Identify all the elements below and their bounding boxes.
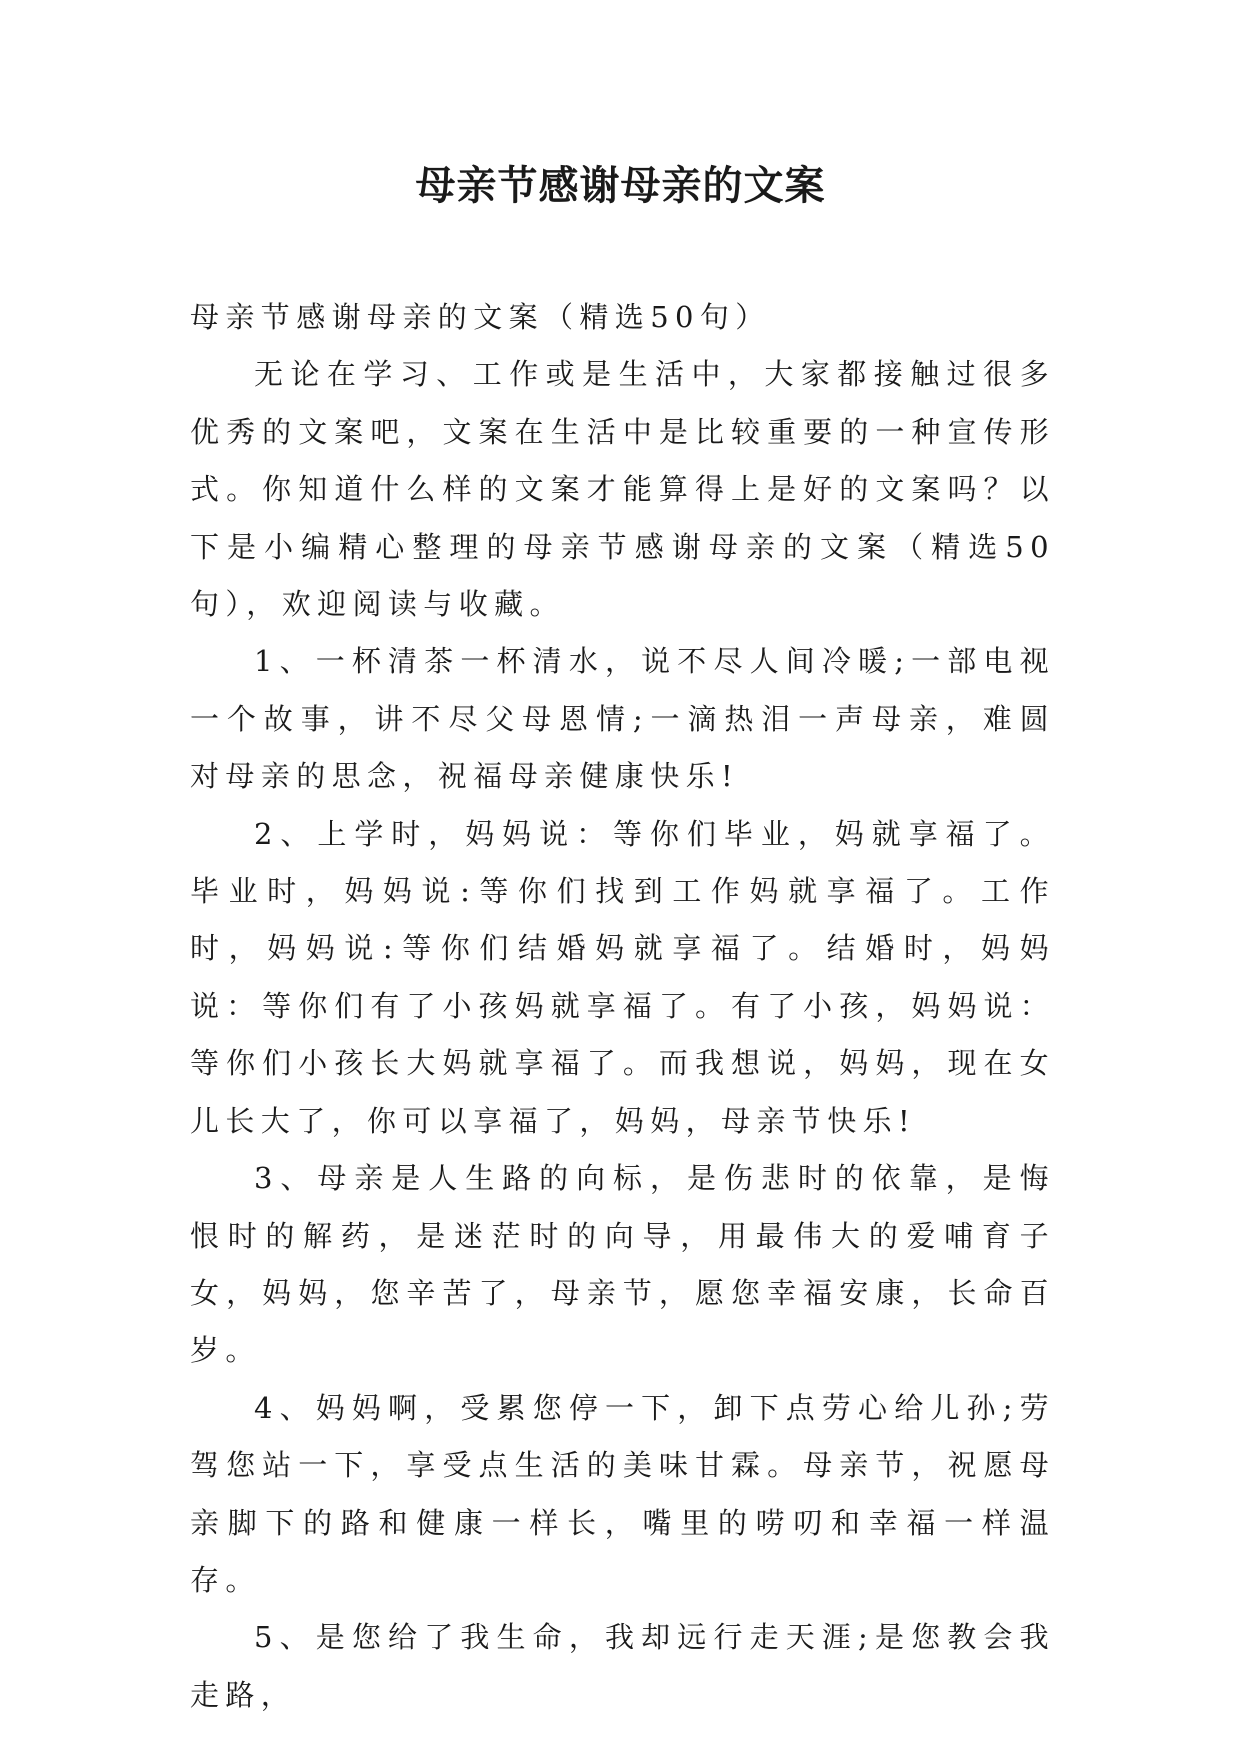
list-item: 1、一杯清茶一杯清水，说不尽人间冷暖;一部电视一个故事，讲不尽父母恩情;一滴热泪一声母亲，难圆对母亲的思念，祝福母亲健康快乐! xyxy=(190,644,1055,794)
document-title: 母亲节感谢母亲的文案 xyxy=(415,162,826,209)
list-item: 5、是您给了我生命，我却远行走天涯;是您教会我走路， xyxy=(190,1620,1055,1712)
document-body xyxy=(190,289,1055,1724)
list-item: 3、母亲是人生路的向标，是伤悲时的依靠，是悔恨时的解药，是迷茫时的向导，用最伟大的爱哺育子女，妈妈，您辛苦了，母亲节，愿您幸福安康，长命百岁。 xyxy=(190,1161,1055,1368)
list-item: 4、妈妈啊，受累您停一下，卸下点劳心给儿孙;劳驾您站一下，享受点生活的美味甘霖。母亲节，祝愿母亲脚下的路和健康一样长，嘴里的唠叨和幸福一样温存。 xyxy=(190,1390,1055,1597)
list-item: 2、上学时，妈妈说：等你们毕业，妈就享福了。毕业时，妈妈说:等你们找到工作妈就享福了。工作时，妈妈说:等你们结婚妈就享福了。结婚时，妈妈说：等你们有了小孩妈就享福了。有了小孩，妈妈说：等你们小孩长大妈就享福了。而我想说，妈妈，现在女儿长大了，你可以享福了，妈妈，母亲节快乐! xyxy=(190,816,1055,1138)
intro-paragraph: 无论在学习、工作或是生活中，大家都接触过很多优秀的文案吧，文案在生活中是比较重要的一种宣传形式。你知道什么样的文案才能算得上是好的文案吗？以下是小编精心整理的母亲节感谢母亲的文案（精选50句），欢迎阅读与收藏。 xyxy=(190,357,1055,622)
document-subtitle: 母亲节感谢母亲的文案（精选50句） xyxy=(190,300,771,334)
